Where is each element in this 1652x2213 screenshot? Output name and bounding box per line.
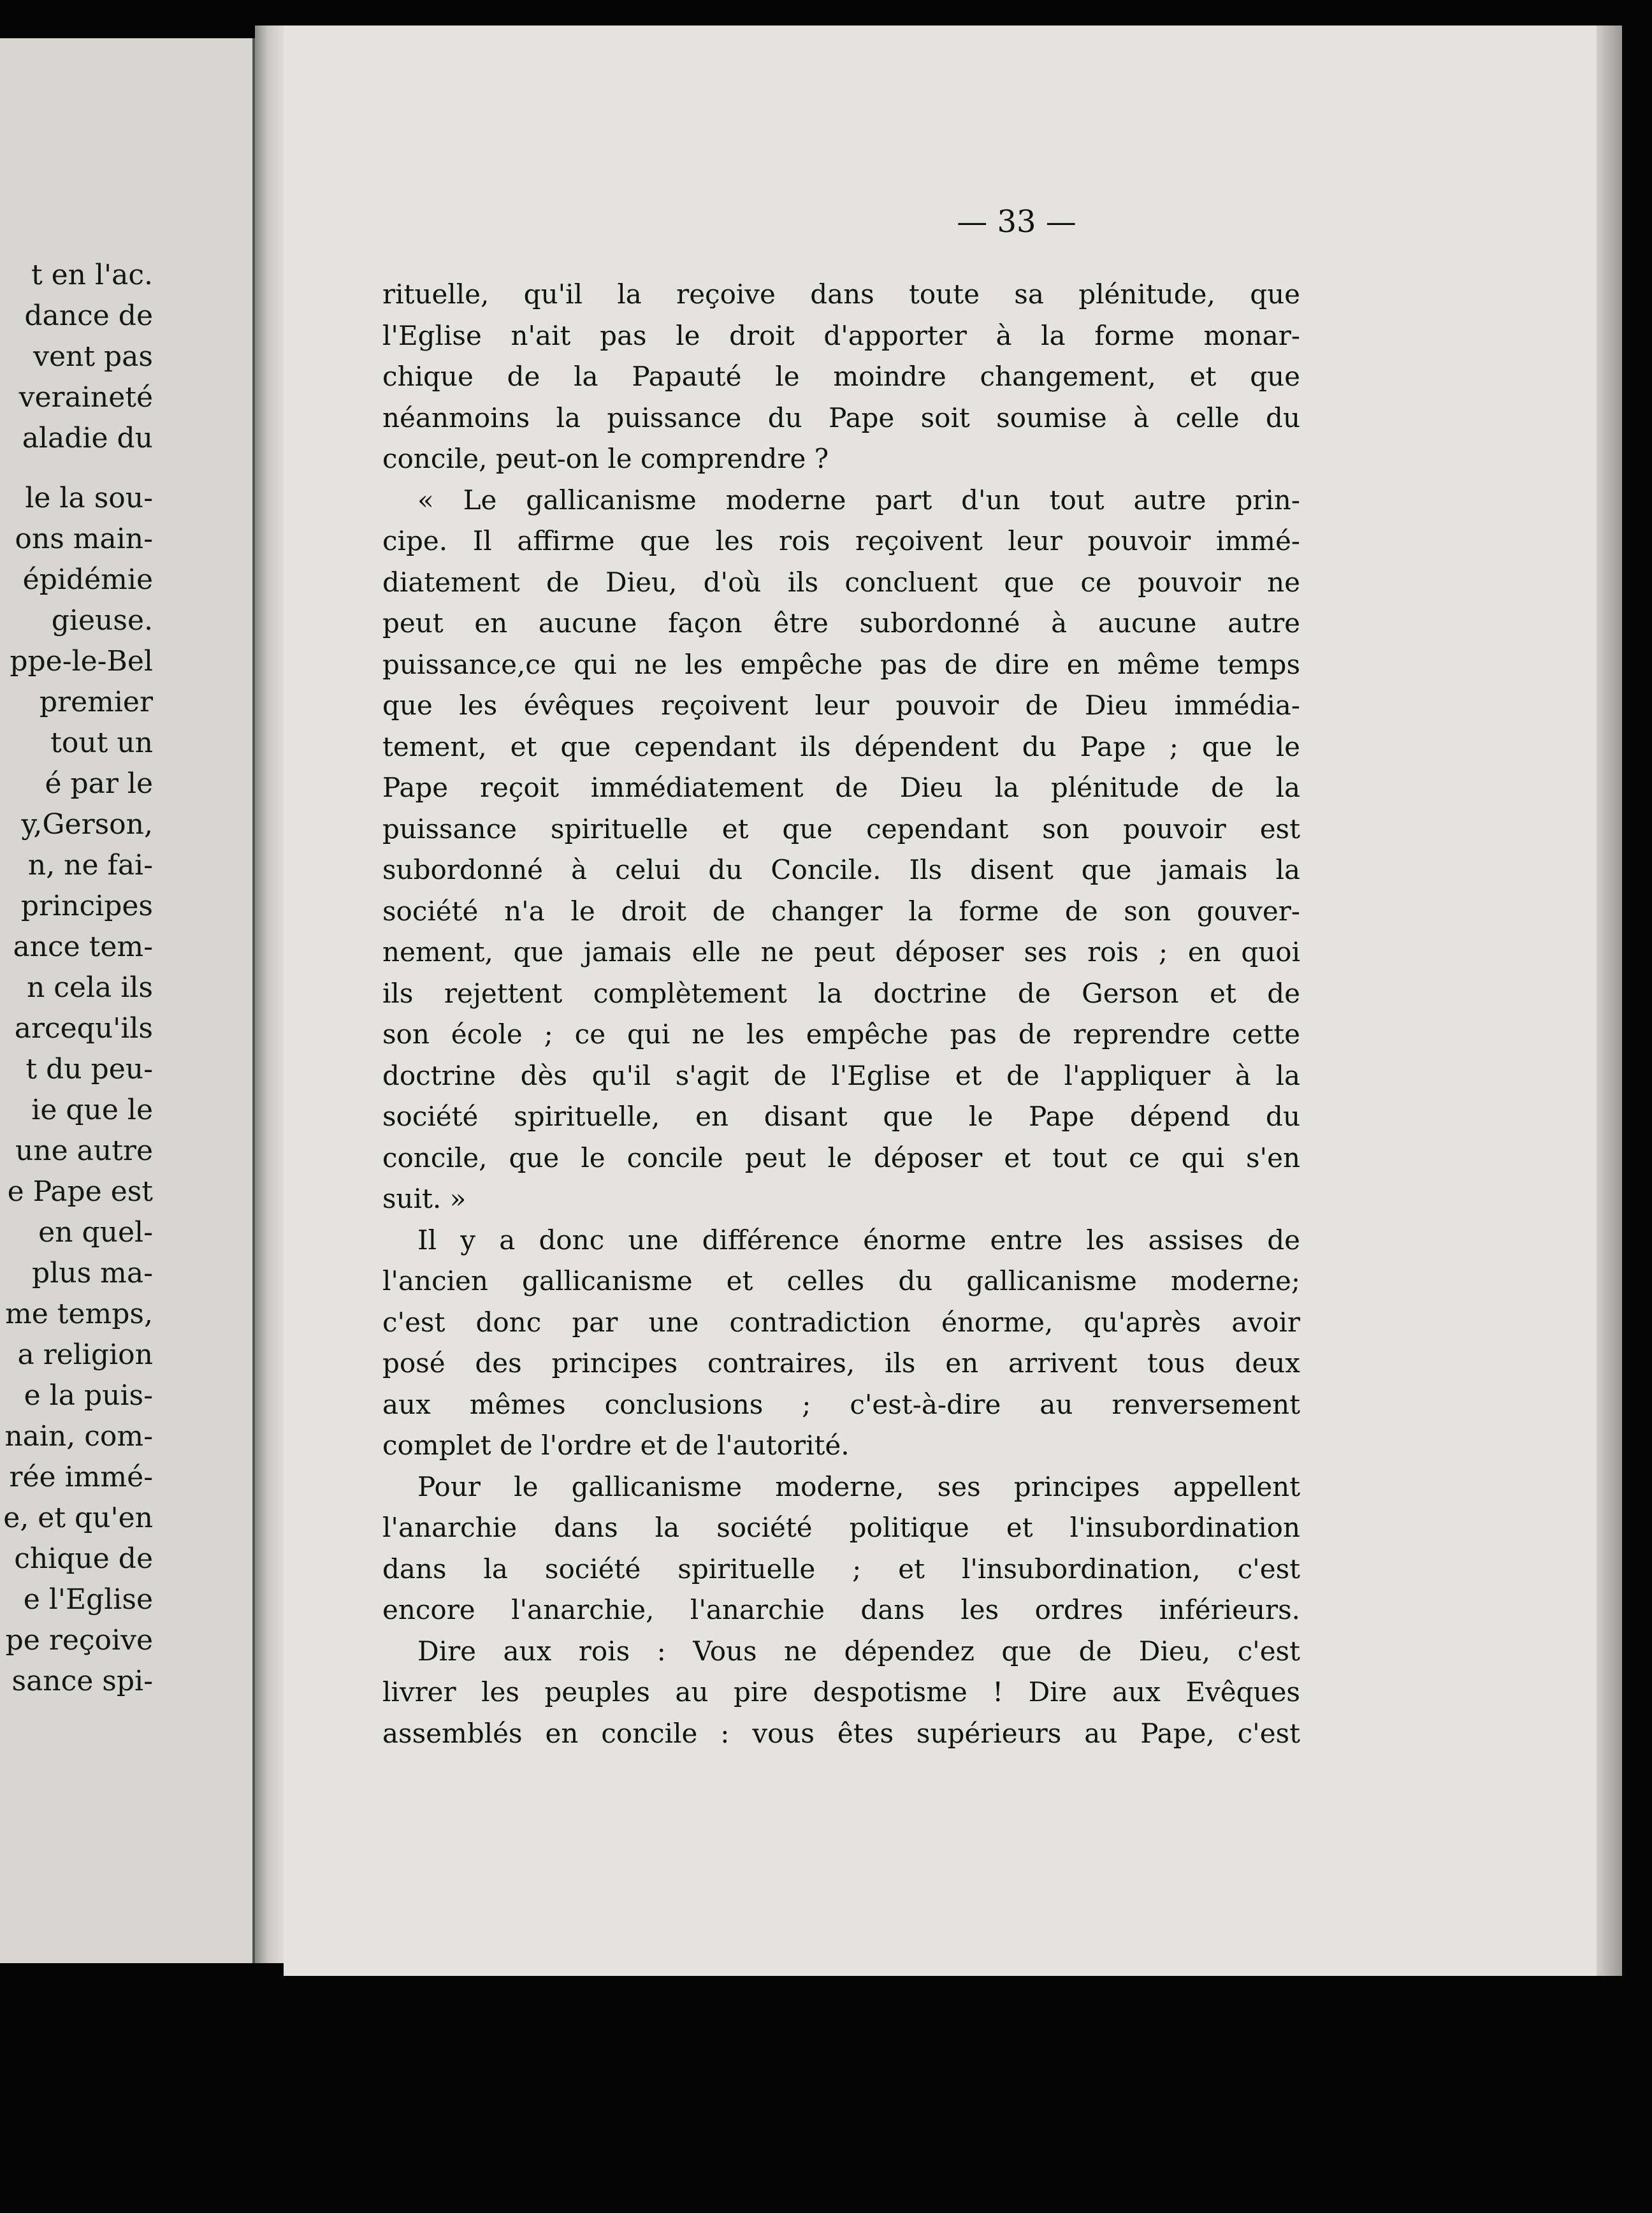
previous-page-line: e, et qu'en — [3, 1502, 153, 1534]
text-line: rituelle, qu'il la reçoive dans toute sa plénitude, que — [382, 279, 1300, 310]
previous-page-line: aladie du — [22, 422, 153, 454]
text-line: dans la société spirituelle ; et l'insubordination, c'est — [382, 1553, 1300, 1585]
previous-page-line: e l'Eglise — [23, 1583, 153, 1616]
text-line: suit. » — [382, 1183, 467, 1214]
text-line: l'ancien gallicanisme et celles du gallicanisme moderne; — [382, 1265, 1300, 1296]
previous-page-line: veraineté — [18, 381, 153, 414]
previous-page-line: ie que le — [31, 1094, 153, 1126]
text-line: tement, et que cependant ils dépendent du Pape ; que le — [382, 730, 1300, 762]
text-line: posé des principes contraires, ils en arrivent tous deux — [382, 1347, 1300, 1379]
previous-page-line: principes — [20, 890, 153, 922]
previous-page-line: a religion — [17, 1339, 153, 1371]
previous-page-line: e Pape est — [7, 1175, 153, 1208]
previous-page-line: n cela ils — [26, 971, 153, 1004]
text-line: Dire aux rois : Vous ne dépendez que de Dieu, c'est — [417, 1635, 1300, 1667]
body-text — [382, 274, 1300, 1754]
text-line: subordonné à celui du Concile. Ils disent que jamais la — [382, 854, 1300, 885]
previous-page-line: é par le — [45, 767, 153, 800]
previous-page-line: pe reçoive — [5, 1624, 153, 1657]
text-line: l'anarchie dans la société politique et l'insubordination — [382, 1512, 1300, 1543]
text-line: son école ; ce qui ne les empêche pas de reprendre cette — [382, 1019, 1300, 1050]
page-edge — [1597, 25, 1622, 1976]
previous-page-line: une autre — [15, 1135, 153, 1167]
previous-page-line: t du peu- — [25, 1053, 153, 1085]
text-line: puissance,ce qui ne les empêche pas de dire en même temps — [382, 648, 1300, 680]
text-line: Il y a donc une différence énorme entre les assises de — [417, 1224, 1300, 1256]
previous-page-line: rée immé- — [9, 1461, 153, 1493]
text-line: nement, que jamais elle ne peut déposer ses rois ; en quoi — [382, 936, 1300, 968]
previous-page-line: y,Gerson, — [21, 808, 153, 841]
text-line: société spirituelle, en disant que le Pape dépend du — [382, 1101, 1300, 1132]
current-page — [284, 25, 1622, 1976]
previous-page-line: premier — [39, 686, 153, 718]
previous-page-line: gieuse. — [51, 604, 153, 637]
previous-page-line: ance tem- — [13, 931, 153, 963]
previous-page-line: plus ma- — [32, 1257, 153, 1289]
previous-page-strip — [0, 38, 255, 1963]
previous-page-text — [0, 255, 255, 1702]
previous-page-line: me temps, — [5, 1298, 153, 1330]
previous-page-line: nain, com- — [4, 1420, 153, 1453]
text-line: chique de la Papauté le moindre changement, et que — [382, 361, 1300, 392]
page-number: — 33 — — [957, 204, 1076, 240]
text-line: que les évêques reçoivent leur pouvoir de Dieu immédia- — [382, 690, 1300, 721]
text-line: concile, peut-on le comprendre ? — [382, 443, 829, 474]
text-line: complet de l'ordre et de l'autorité. — [382, 1430, 850, 1461]
previous-page-line: sance spi- — [11, 1665, 153, 1697]
previous-page-line: ons main- — [15, 523, 153, 555]
text-line: doctrine dès qu'il s'agit de l'Eglise et de l'appliquer à la — [382, 1059, 1300, 1091]
text-line: concile, que le concile peut le déposer et tout ce qui s'en — [382, 1142, 1300, 1173]
text-line: l'Eglise n'ait pas le droit d'apporter à la forme monar- — [382, 319, 1300, 351]
previous-page-line: e la puis- — [24, 1379, 153, 1412]
text-line: c'est donc par une contradiction énorme, qu'après avoir — [382, 1306, 1300, 1338]
text-line: néanmoins la puissance du Pape soit soumise à celle du — [382, 402, 1300, 433]
previous-page-line: n, ne fai- — [27, 849, 153, 882]
previous-page-line: en quel- — [38, 1216, 153, 1249]
text-line: assemblés en concile : vous êtes supérieurs au Pape, c'est — [382, 1717, 1300, 1749]
text-line: Pour le gallicanisme moderne, ses principes appellent — [417, 1470, 1300, 1502]
previous-page-line: ppe-le-Bel — [10, 645, 153, 678]
text-line: livrer les peuples au pire despotisme ! Dire aux Evêques — [382, 1676, 1300, 1708]
text-line: « Le gallicanisme moderne part d'un tout autre prin- — [417, 484, 1300, 516]
previous-page-line: vent pas — [33, 340, 153, 373]
text-line: ils rejettent complètement la doctrine de Gerson et de — [382, 977, 1300, 1009]
previous-page-line: t en l'ac. — [31, 259, 153, 291]
previous-page-line: tout un — [50, 727, 153, 759]
previous-page-line: le la sou- — [25, 482, 153, 514]
previous-page-line: chique de — [14, 1542, 153, 1575]
scan-background — [0, 1976, 1652, 2213]
book-gutter — [255, 25, 287, 1963]
previous-page-line: dance de — [24, 300, 153, 332]
text-line: cipe. Il affirme que les rois reçoivent leur pouvoir immé- — [382, 525, 1300, 556]
text-line: encore l'anarchie, l'anarchie dans les ordres inférieurs. — [382, 1594, 1300, 1625]
text-line: puissance spirituelle et que cependant son pouvoir est — [382, 813, 1300, 845]
text-line: Pape reçoit immédiatement de Dieu la plénitude de la — [382, 772, 1300, 803]
text-line: société n'a le droit de changer la forme de son gouver- — [382, 895, 1300, 927]
text-line: diatement de Dieu, d'où ils concluent que ce pouvoir ne — [382, 566, 1300, 598]
previous-page-line: arcequ'ils — [14, 1012, 153, 1045]
text-line: aux mêmes conclusions ; c'est-à-dire au renversement — [382, 1388, 1300, 1420]
text-line: peut en aucune façon être subordonné à aucune autre — [382, 607, 1300, 639]
previous-page-line: épidémie — [22, 563, 153, 596]
